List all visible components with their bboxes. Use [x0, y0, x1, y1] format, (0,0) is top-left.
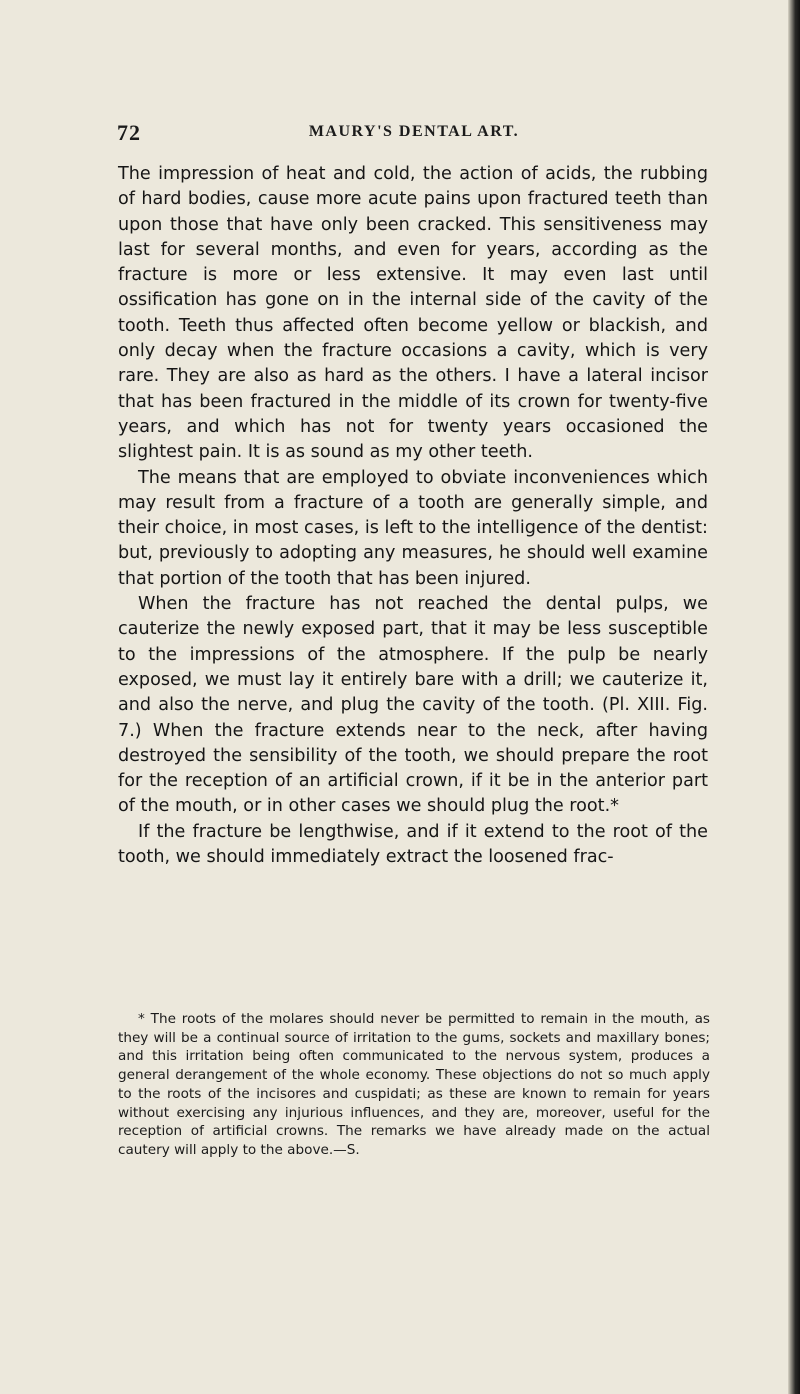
paragraph: The means that are employed to obviate inconveniences which may result from a fracture of a tooth are generally simple, and their choice, in most cases, is left to the intelligence of the dentist: but, previously to adopting any measures, he should well examine that portion of the tooth that has been injured. [118, 467, 708, 589]
page-edge-shadow [788, 0, 800, 1394]
page-number: 72 [117, 120, 141, 145]
paragraph: When the fracture has not reached the dental pulps, we cauterize the newly exposed part, that it may be less susceptible to the impressions of the atmosphere. If the pulp be nearly exposed, we must lay it entirely bare with a drill; we cauterize it, and also the nerve, and plug the cavity of the tooth. (Pl. XIII. Fig. 7.) When the fracture extends near to the neck, after having destroyed the sensibility of the tooth, we should prepare the root for the reception of an artificial crown, if it be in the anterior part of the mouth, or in other cases we should plug the root.* [118, 594, 708, 817]
body-text [118, 162, 708, 870]
page-header [117, 120, 707, 150]
running-title: MAURY'S DENTAL ART. [308, 123, 520, 140]
paragraph: If the fracture be lengthwise, and if it extend to the root of the tooth, we should immediately extract the loosened frac- [118, 821, 708, 868]
footnote-text: * The roots of the molares should never be permitted to remain in the mouth, as they will be a continual source of irritation to the gums, sockets and maxillary bones; and this irritation being often communicated to the nervous system, produces a general derangement of the whole economy. These objections do not so much apply to the roots of the incisores and cuspidati; as these are known to remain for years without exercising any injurious influences, and they are, moreover, useful for the reception of artificial crowns. The remarks we have already made on the actual cautery will apply to the above.—S. [118, 1011, 710, 1158]
footnote [118, 1010, 710, 1160]
paragraph: The impression of heat and cold, the action of acids, the rubbing of hard bodies, cause more acute pains upon fractured teeth than upon those that have only been cracked. This sensitiveness may last for several months, and even for years, according as the fracture is more or less extensive. It may even last until ossification has gone on in the internal side of the cavity of the tooth. Teeth thus affected often become yellow or blackish, and only decay when the fracture occasions a cavity, which is very rare. They are also as hard as the others. I have a lateral incisor that has been fractured in the middle of its crown for twenty-five years, and which has not for twenty years occasioned the slightest pain. It is as sound as my other teeth. [118, 164, 708, 463]
